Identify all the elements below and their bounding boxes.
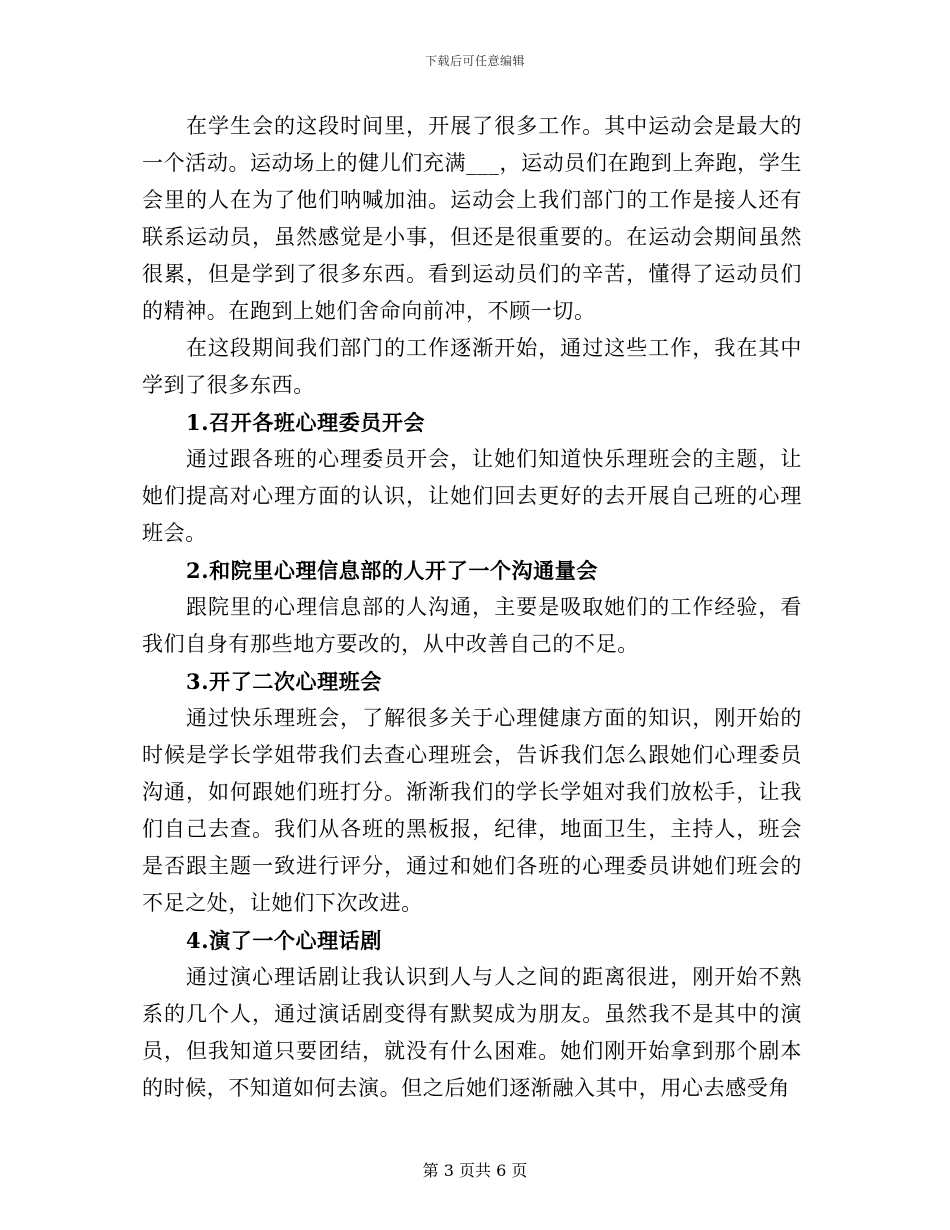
section-heading-4: 4.演了一个心理话剧	[186, 928, 382, 953]
paragraph-department-work: 在这段期间我们部门的工作逐渐开始，通过这些工作，我在其中学到了很多东西。	[142, 336, 802, 397]
paragraph-section-3: 通过快乐理班会，了解很多关于心理健康方面的知识，刚开始的时候是学长学姐带我们去查心理班会，告诉我们怎么跟她们心理委员沟通，如何跟她们班打分。渐渐我们的学长学姐对我们放松手，让我们自己去查。我们从各班的黑板报，纪律，地面卫生，主持人，班会是否跟主题一致进行评分，通过和她们各班的心理委员讲她们班会的不足之处，让她们下次改进。	[142, 706, 802, 915]
page-footer: 第 3 页共 6 页	[422, 1161, 528, 1180]
paragraph-section-2: 跟院里的心理信息部的人沟通，主要是吸取她们的工作经验，看我们自身有那些地方要改的，从中改善自己的不足。	[142, 595, 802, 656]
paragraph-sports-meeting: 在学生会的这段时间里，开展了很多工作。其中运动会是最大的一个活动。运动场上的健儿们充满___，运动员们在跑到上奔跑，学生会里的人在为了他们呐喊加油。运动会上我们部门的工作是接人还有联系运动员，虽然感觉是小事，但还是很重要的。在运动会期间虽然很累，但是学到了很多东西。看到运动员们的辛苦，懂得了运动员们的精神。在跑到上她们舍命向前冲，不顾一切。	[142, 114, 802, 323]
page-header: 下载后可任意编辑	[424, 54, 525, 68]
paragraph-section-1: 通过跟各班的心理委员开会，让她们知道快乐理班会的主题，让她们提高对心理方面的认识，让她们回去更好的去开展自己班的心理班会。	[142, 447, 802, 545]
section-heading-2: 2.和院里心理信息部的人开了一个沟通量会	[186, 558, 598, 583]
section-heading-3: 3.开了二次心理班会	[186, 669, 382, 694]
paragraph-section-4: 通过演心理话剧让我认识到人与人之间的距离很进，刚开始不熟系的几个人，通过演话剧变得有默契成为朋友。虽然我不是其中的演员，但我知道只要团结，就没有什么困难。她们刚开始拿到那个剧本的时候，不知道如何去演。但之后她们逐渐融入其中，用心去感受角	[142, 965, 802, 1100]
section-heading-1: 1.召开各班心理委员开会	[186, 410, 426, 435]
document-body	[142, 108, 802, 1107]
